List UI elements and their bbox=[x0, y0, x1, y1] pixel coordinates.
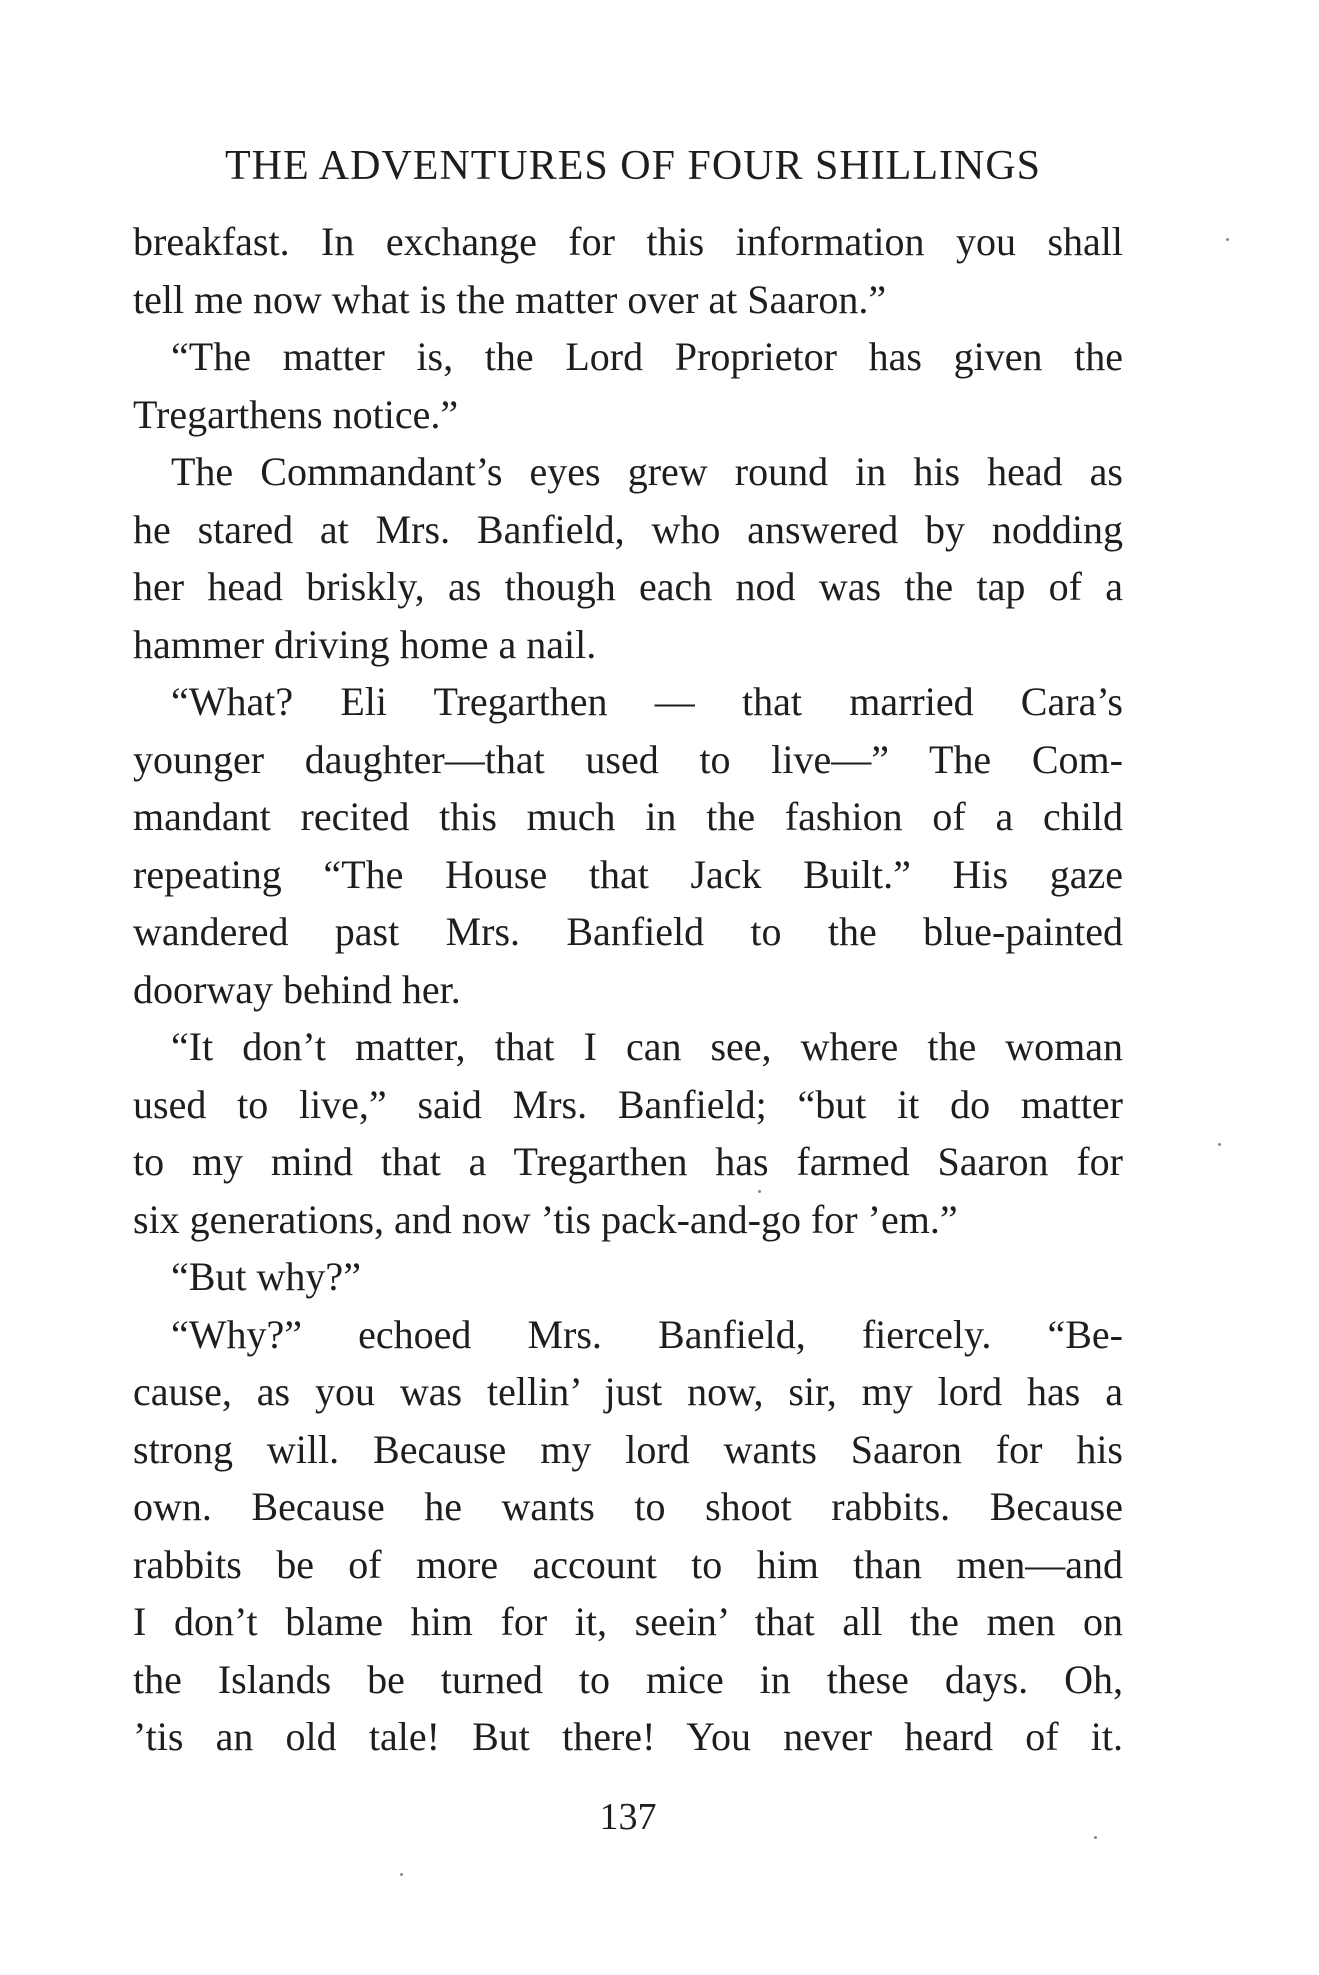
text-line: mandant recited this much in the fashion of a child bbox=[133, 794, 1123, 839]
text-line: repeating “The House that Jack Built.” His gaze bbox=[133, 851, 1123, 897]
text-line: “The matter is, the Lord Proprietor has given the bbox=[171, 334, 1123, 379]
print-speck bbox=[1226, 238, 1229, 241]
text-line: own. Because he wants to shoot rabbits. Because bbox=[133, 1484, 1123, 1529]
text-line: tell me now what is the matter over at Saaron.” bbox=[133, 276, 887, 322]
text-line: “Why?” echoed Mrs. Banfield, fiercely. “Be- bbox=[171, 1311, 1123, 1357]
text-line: hammer driving home a nail. bbox=[133, 621, 597, 667]
running-head: THE ADVENTURES OF FOUR SHILLINGS bbox=[224, 143, 1042, 189]
text-line: her head briskly, as though each nod was the tap of a bbox=[133, 564, 1123, 609]
text-line: “What? Eli Tregarthen — that married Cara’s bbox=[171, 679, 1123, 724]
text-line: “It don’t matter, that I can see, where the woman bbox=[171, 1024, 1123, 1069]
print-speck bbox=[1094, 1836, 1097, 1839]
text-line: the Islands be turned to mice in these days. Oh, bbox=[133, 1656, 1123, 1702]
text-line: strong will. Because my lord wants Saaron for his bbox=[133, 1426, 1123, 1472]
text-line: breakfast. In exchange for this information you shall bbox=[133, 219, 1123, 264]
text-line: used to live,” said Mrs. Banfield; “but it do matter bbox=[133, 1081, 1123, 1127]
text-line: wandered past Mrs. Banfield to the blue-painted bbox=[133, 909, 1123, 954]
text-line: “But why?” bbox=[171, 1254, 361, 1299]
text-line: Tregarthens notice.” bbox=[133, 391, 459, 437]
text-line: six generations, and now ’tis pack-and-go for ’em.” bbox=[133, 1196, 958, 1242]
body-text bbox=[133, 213, 1123, 1766]
text-line: he stared at Mrs. Banfield, who answered by nodding bbox=[133, 506, 1123, 552]
page-number: 137 bbox=[599, 1796, 657, 1838]
print-speck bbox=[1218, 1143, 1221, 1146]
text-line: ’tis an old tale! But there! You never heard of it. bbox=[133, 1714, 1123, 1759]
text-line: I don’t blame him for it, seein’ that all the men on bbox=[133, 1599, 1123, 1644]
print-speck bbox=[400, 1873, 403, 1876]
text-line: cause, as you was tellin’ just now, sir, my lord has a bbox=[133, 1369, 1123, 1414]
text-line: The Commandant’s eyes grew round in his head as bbox=[171, 449, 1123, 494]
text-line: to my mind that a Tregarthen has farmed Saaron for bbox=[133, 1139, 1123, 1184]
text-line: doorway behind her. bbox=[133, 966, 461, 1012]
text-line: rabbits be of more account to him than men—and bbox=[133, 1541, 1123, 1587]
text-line: younger daughter—that used to live—” The Com- bbox=[133, 736, 1123, 782]
print-speck bbox=[758, 1190, 761, 1193]
